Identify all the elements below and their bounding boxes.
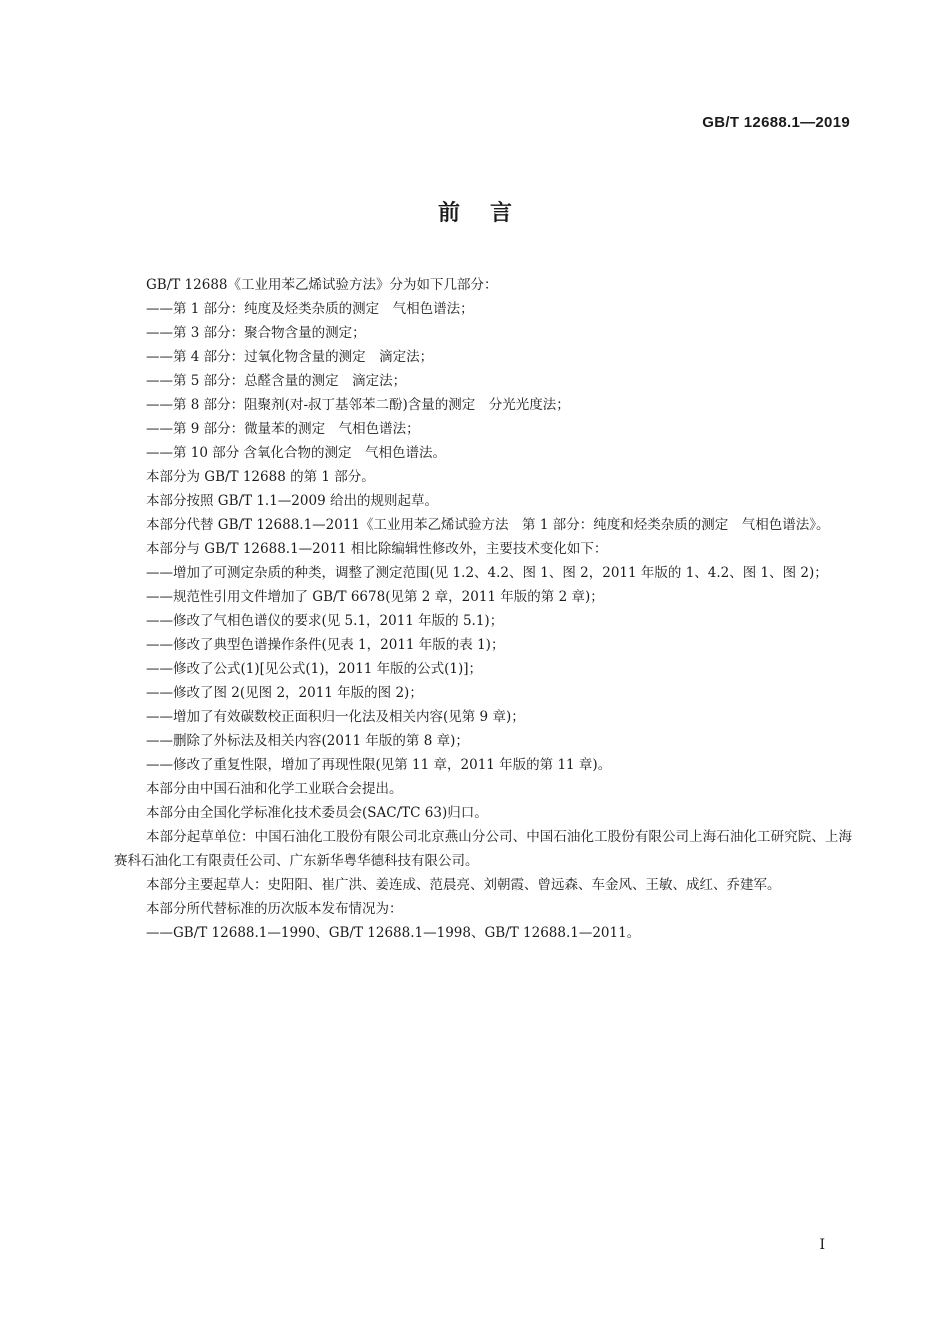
replaces-statement: 本部分代替 GB/T 12688.1—2011《工业用苯乙烯试验方法 第 1 部分：纯度和烃类杂质的测定 气相色谱法》。 <box>146 517 830 533</box>
intro-paragraph: GB/T 12688《工业用苯乙烯试验方法》分为如下几部分： <box>146 277 498 293</box>
change-list-item: ——修改了气相色谱仪的要求(见 5.1，2011 年版的 5.1)； <box>146 613 504 629</box>
drafting-rules-statement: 本部分按照 GB/T 1.1—2009 给出的规则起草。 <box>146 493 438 509</box>
part-of-statement: 本部分为 GB/T 12688 的第 1 部分。 <box>146 469 375 485</box>
part-list-item: ——第 1 部分：纯度及烃类杂质的测定 气相色谱法； <box>146 301 474 317</box>
standard-number: GB/T 12688.1—2019 <box>702 114 850 131</box>
change-list-item: ——增加了有效碳数校正面积归一化法及相关内容(见第 9 章)； <box>146 709 525 725</box>
change-list-item: ——修改了重复性限，增加了再现性限(见第 11 章，2011 年版的第 11 章)。 <box>146 757 612 773</box>
drafters-statement: 本部分主要起草人：史阳阳、崔广洪、姜连成、范晨亮、刘朝霞、曾远森、车金风、王敏、成红、乔建军。 <box>146 877 781 893</box>
drafting-units-statement: 本部分起草单位：中国石油化工股份有限公司北京燕山分公司、中国石油化工股份有限公司上海石油化工研究院、上海赛科石油化工有限责任公司、广东新华粤华德科技有限公司。 <box>114 829 852 869</box>
history-list-item: ——GB/T 12688.1—1990、GB/T 12688.1—1998、GB/T 12688.1—2011。 <box>146 925 641 941</box>
part-list-item: ——第 10 部分 含氧化合物的测定 气相色谱法。 <box>146 445 447 461</box>
part-list-item: ——第 4 部分：过氧化物含量的测定 滴定法； <box>146 349 434 365</box>
change-list-item: ——修改了图 2(见图 2，2011 年版的图 2)； <box>146 685 423 701</box>
change-list-item: ——规范性引用文件增加了 GB/T 6678(见第 2 章，2011 年版的第 2 章)； <box>146 589 604 605</box>
change-list-item: ——删除了外标法及相关内容(2011 年版的第 8 章)； <box>146 733 469 749</box>
part-list-item: ——第 8 部分：阻聚剂(对-叔丁基邻苯二酚)含量的测定 分光光度法； <box>146 397 570 413</box>
page-number: I <box>819 1237 825 1253</box>
part-list-item: ——第 5 部分：总醛含量的测定 滴定法； <box>146 373 407 389</box>
jurisdiction-statement: 本部分由全国化学标准化技术委员会(SAC/TC 63)归口。 <box>146 805 488 821</box>
part-list-item: ——第 3 部分：聚合物含量的测定； <box>146 325 366 341</box>
change-list-item: ——增加了可测定杂质的种类，调整了测定范围(见 1.2、4.2、图 1、图 2，2011 年版的 1、4.2、图 1、图 2)； <box>146 565 828 581</box>
history-intro: 本部分所代替标准的历次版本发布情况为： <box>146 901 403 917</box>
proposed-by-statement: 本部分由中国石油和化学工业联合会提出。 <box>146 781 403 797</box>
part-list-item: ——第 9 部分：微量苯的测定 气相色谱法； <box>146 421 420 437</box>
change-list-item: ——修改了公式(1)[见公式(1)，2011 年版的公式(1)]； <box>146 661 483 677</box>
change-list-item: ——修改了典型色谱操作条件(见表 1，2011 年版的表 1)； <box>146 637 505 653</box>
page-title: 前言 <box>437 201 542 226</box>
foreword-body <box>114 273 852 945</box>
changes-intro: 本部分与 GB/T 12688.1—2011 相比除编辑性修改外，主要技术变化如下： <box>146 541 608 557</box>
